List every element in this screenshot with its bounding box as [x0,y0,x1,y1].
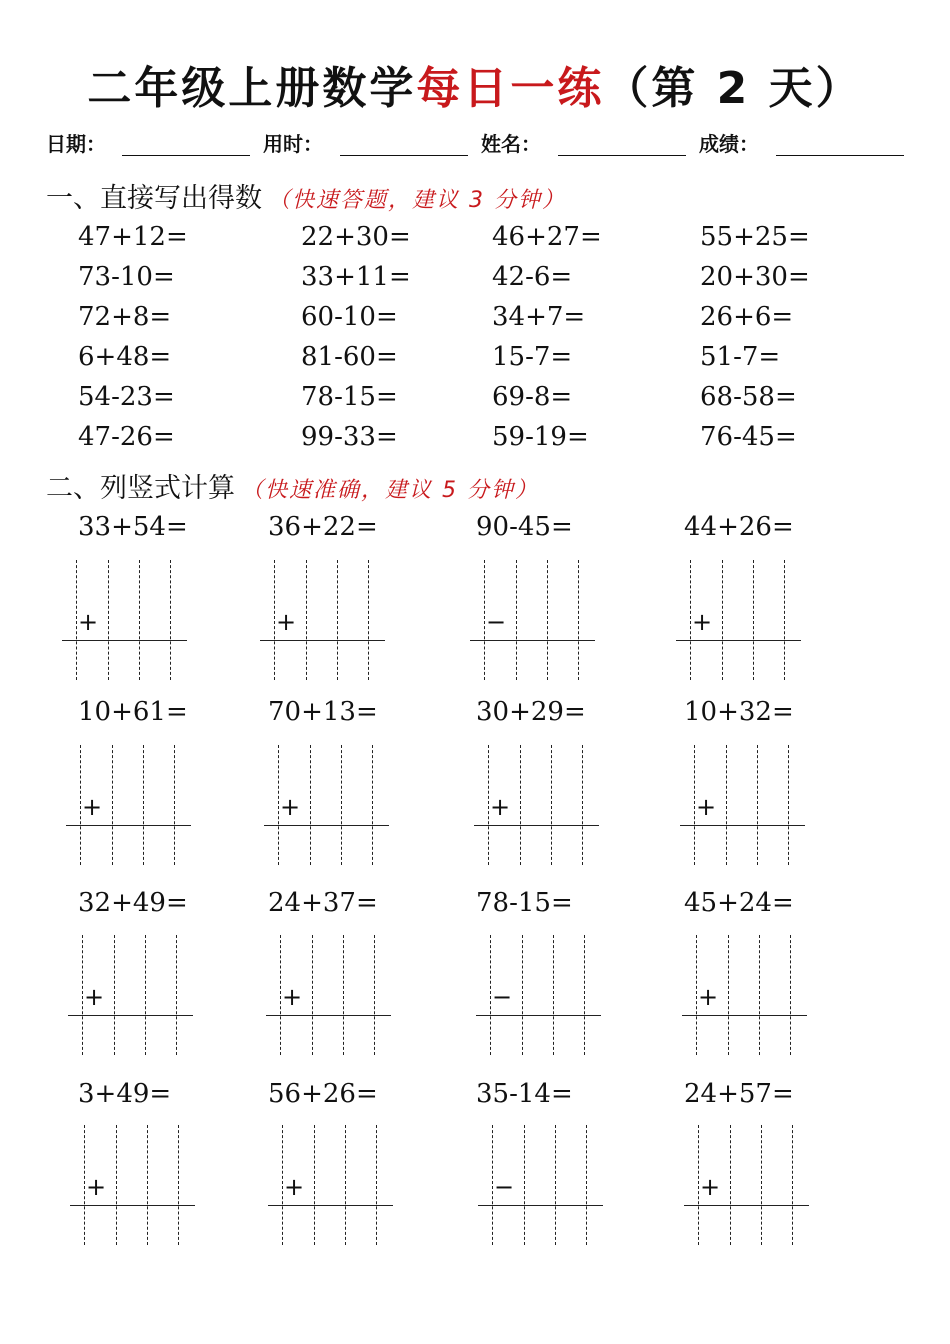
grid-column-guide [586,1125,587,1245]
operator-sign: + [86,1173,107,1201]
sum-line [70,1205,195,1206]
grid-column-guide [759,935,760,1055]
date-field[interactable] [122,155,250,156]
operator-sign: + [276,608,297,636]
oral-calc-item: 22+30= [301,222,411,252]
vertical-calc-problem: 35-14= [476,1079,573,1109]
oral-calc-item: 47-26= [78,422,175,452]
grid-column-guide [784,560,785,680]
grid-column-guide [553,935,554,1055]
grid-column-guide [314,1125,315,1245]
vertical-calc-problem: 24+57= [684,1079,794,1109]
oral-calc-item: 73-10= [78,262,175,292]
vertical-calc-grid[interactable] [266,935,396,1055]
oral-calc-item: 20+30= [700,262,810,292]
grid-column-guide [80,745,81,865]
section2-title: 二、列竖式计算 [46,473,235,504]
vertical-calc-problem: 45+24= [684,888,794,918]
section1-hint: （快速答题，建议 3 分钟） [268,188,566,213]
sum-line [478,1205,603,1206]
vertical-calc-grid[interactable] [268,1125,398,1245]
oral-calc-item: 6+48= [78,342,172,372]
grid-column-guide [310,745,311,865]
oral-calc-item: 51-7= [700,342,781,372]
oral-calc-item: 54-23= [78,382,175,412]
grid-column-guide [753,560,754,680]
grid-column-guide [547,560,548,680]
grid-column-guide [520,745,521,865]
operator-sign: + [284,1173,305,1201]
operator-sign: − [492,983,513,1011]
vertical-calc-grid[interactable] [684,1125,814,1245]
vertical-calc-grid[interactable] [264,745,394,865]
sum-line [62,640,187,641]
vertical-calc-problem: 32+49= [78,888,188,918]
grid-column-guide [372,745,373,865]
sum-line [680,825,805,826]
grid-column-guide [147,1125,148,1245]
grid-column-guide [726,745,727,865]
section2-hint: （快速准确，建议 5 分钟） [241,478,539,503]
grid-column-guide [112,745,113,865]
vertical-calc-problem: 24+37= [268,888,378,918]
oral-calc-item: 55+25= [700,222,810,252]
title-grade: 二年级上册数学 [87,63,417,114]
oral-calc-item: 47+12= [78,222,188,252]
vertical-calc-grid[interactable] [476,935,606,1055]
vertical-calc-problem: 10+32= [684,697,794,727]
grid-column-guide [116,1125,117,1245]
title-daily-practice: 每日一练 [416,63,605,114]
vertical-calc-problem: 3+49= [78,1079,172,1109]
grid-column-guide [728,935,729,1055]
section2-heading [46,466,539,505]
grid-column-guide [555,1125,556,1245]
vertical-calc-grid[interactable] [68,935,198,1055]
operator-sign: + [692,608,713,636]
name-field[interactable] [558,155,686,156]
grid-column-guide [730,1125,731,1245]
grid-column-guide [722,560,723,680]
grid-column-guide [761,1125,762,1245]
oral-calc-item: 26+6= [700,302,794,332]
grid-column-guide [345,1125,346,1245]
vertical-calc-grid[interactable] [66,745,196,865]
score-label: 成绩： [699,132,759,156]
vertical-calc-grid[interactable] [474,745,604,865]
time-field[interactable] [340,155,468,156]
vertical-calc-problem: 70+13= [268,697,378,727]
grid-column-guide [337,560,338,680]
grid-column-guide [178,1125,179,1245]
grid-column-guide [492,1125,493,1245]
vertical-calc-grid[interactable] [676,560,806,680]
grid-column-guide [698,1125,699,1245]
sum-line [268,1205,393,1206]
vertical-calc-problem: 36+22= [268,512,378,542]
sum-line [66,825,191,826]
time-label: 用时： [263,132,323,156]
operator-sign: + [82,793,103,821]
date-label: 日期： [46,132,106,156]
sum-line [264,825,389,826]
vertical-calc-problem: 56+26= [268,1079,378,1109]
operator-sign: + [700,1173,721,1201]
sum-line [470,640,595,641]
grid-column-guide [280,935,281,1055]
grid-column-guide [170,560,171,680]
vertical-calc-problem: 30+29= [476,697,586,727]
grid-column-guide [143,745,144,865]
oral-calc-item: 33+11= [301,262,411,292]
grid-column-guide [690,560,691,680]
grid-column-guide [368,560,369,680]
score-field[interactable] [776,155,904,156]
sum-line [682,1015,807,1016]
oral-calc-item: 46+27= [492,222,602,252]
oral-calc-item: 60-10= [301,302,398,332]
grid-column-guide [551,745,552,865]
operator-sign: + [282,983,303,1011]
vertical-calc-problem: 33+54= [78,512,188,542]
grid-column-guide [343,935,344,1055]
operator-sign: + [280,793,301,821]
grid-column-guide [694,745,695,865]
operator-sign: + [696,793,717,821]
grid-column-guide [790,935,791,1055]
grid-column-guide [522,935,523,1055]
operator-sign: − [494,1173,515,1201]
grid-column-guide [516,560,517,680]
oral-calc-item: 69-8= [492,382,573,412]
grid-column-guide [108,560,109,680]
oral-calc-item: 78-15= [301,382,398,412]
grid-column-guide [312,935,313,1055]
oral-calc-item: 42-6= [492,262,573,292]
oral-calc-item: 59-19= [492,422,589,452]
vertical-calc-problem: 90-45= [476,512,573,542]
sum-line [676,640,801,641]
oral-calc-item: 15-7= [492,342,573,372]
oral-calc-item: 81-60= [301,342,398,372]
grid-column-guide [176,935,177,1055]
grid-column-guide [488,745,489,865]
sum-line [266,1015,391,1016]
grid-column-guide [792,1125,793,1245]
vertical-calc-problem: 44+26= [684,512,794,542]
grid-column-guide [696,935,697,1055]
vertical-calc-grid[interactable] [478,1125,608,1245]
grid-column-guide [484,560,485,680]
operator-sign: + [490,793,511,821]
grid-column-guide [582,745,583,865]
grid-column-guide [341,745,342,865]
grid-column-guide [490,935,491,1055]
operator-sign: + [78,608,99,636]
vertical-calc-grid[interactable] [260,560,390,680]
grid-column-guide [145,935,146,1055]
grid-column-guide [524,1125,525,1245]
grid-column-guide [788,745,789,865]
grid-column-guide [76,560,77,680]
section1-title: 一、直接写出得数 [46,183,262,214]
grid-column-guide [282,1125,283,1245]
oral-calc-item: 34+7= [492,302,586,332]
grid-column-guide [374,935,375,1055]
grid-column-guide [306,560,307,680]
operator-sign: − [486,608,507,636]
title-day: （第 2 天） [604,63,863,114]
sum-line [684,1205,809,1206]
sum-line [260,640,385,641]
name-label: 姓名： [481,132,541,156]
grid-column-guide [82,935,83,1055]
grid-column-guide [578,560,579,680]
vertical-calc-problem: 78-15= [476,888,573,918]
oral-calc-item: 72+8= [78,302,172,332]
vertical-calc-problem: 10+61= [78,697,188,727]
vertical-calc-grid[interactable] [680,745,810,865]
grid-column-guide [114,935,115,1055]
page-title [0,52,950,116]
grid-column-guide [757,745,758,865]
grid-column-guide [174,745,175,865]
vertical-calc-grid[interactable] [70,1125,200,1245]
sum-line [474,825,599,826]
oral-calc-item: 99-33= [301,422,398,452]
oral-calc-item: 68-58= [700,382,797,412]
operator-sign: + [698,983,719,1011]
oral-calc-item: 76-45= [700,422,797,452]
sum-line [476,1015,601,1016]
vertical-calc-grid[interactable] [682,935,812,1055]
grid-column-guide [584,935,585,1055]
vertical-calc-grid[interactable] [62,560,192,680]
section1-heading [46,176,566,215]
operator-sign: + [84,983,105,1011]
vertical-calc-grid[interactable] [470,560,600,680]
grid-column-guide [84,1125,85,1245]
grid-column-guide [278,745,279,865]
grid-column-guide [376,1125,377,1245]
sum-line [68,1015,193,1016]
grid-column-guide [139,560,140,680]
grid-column-guide [274,560,275,680]
